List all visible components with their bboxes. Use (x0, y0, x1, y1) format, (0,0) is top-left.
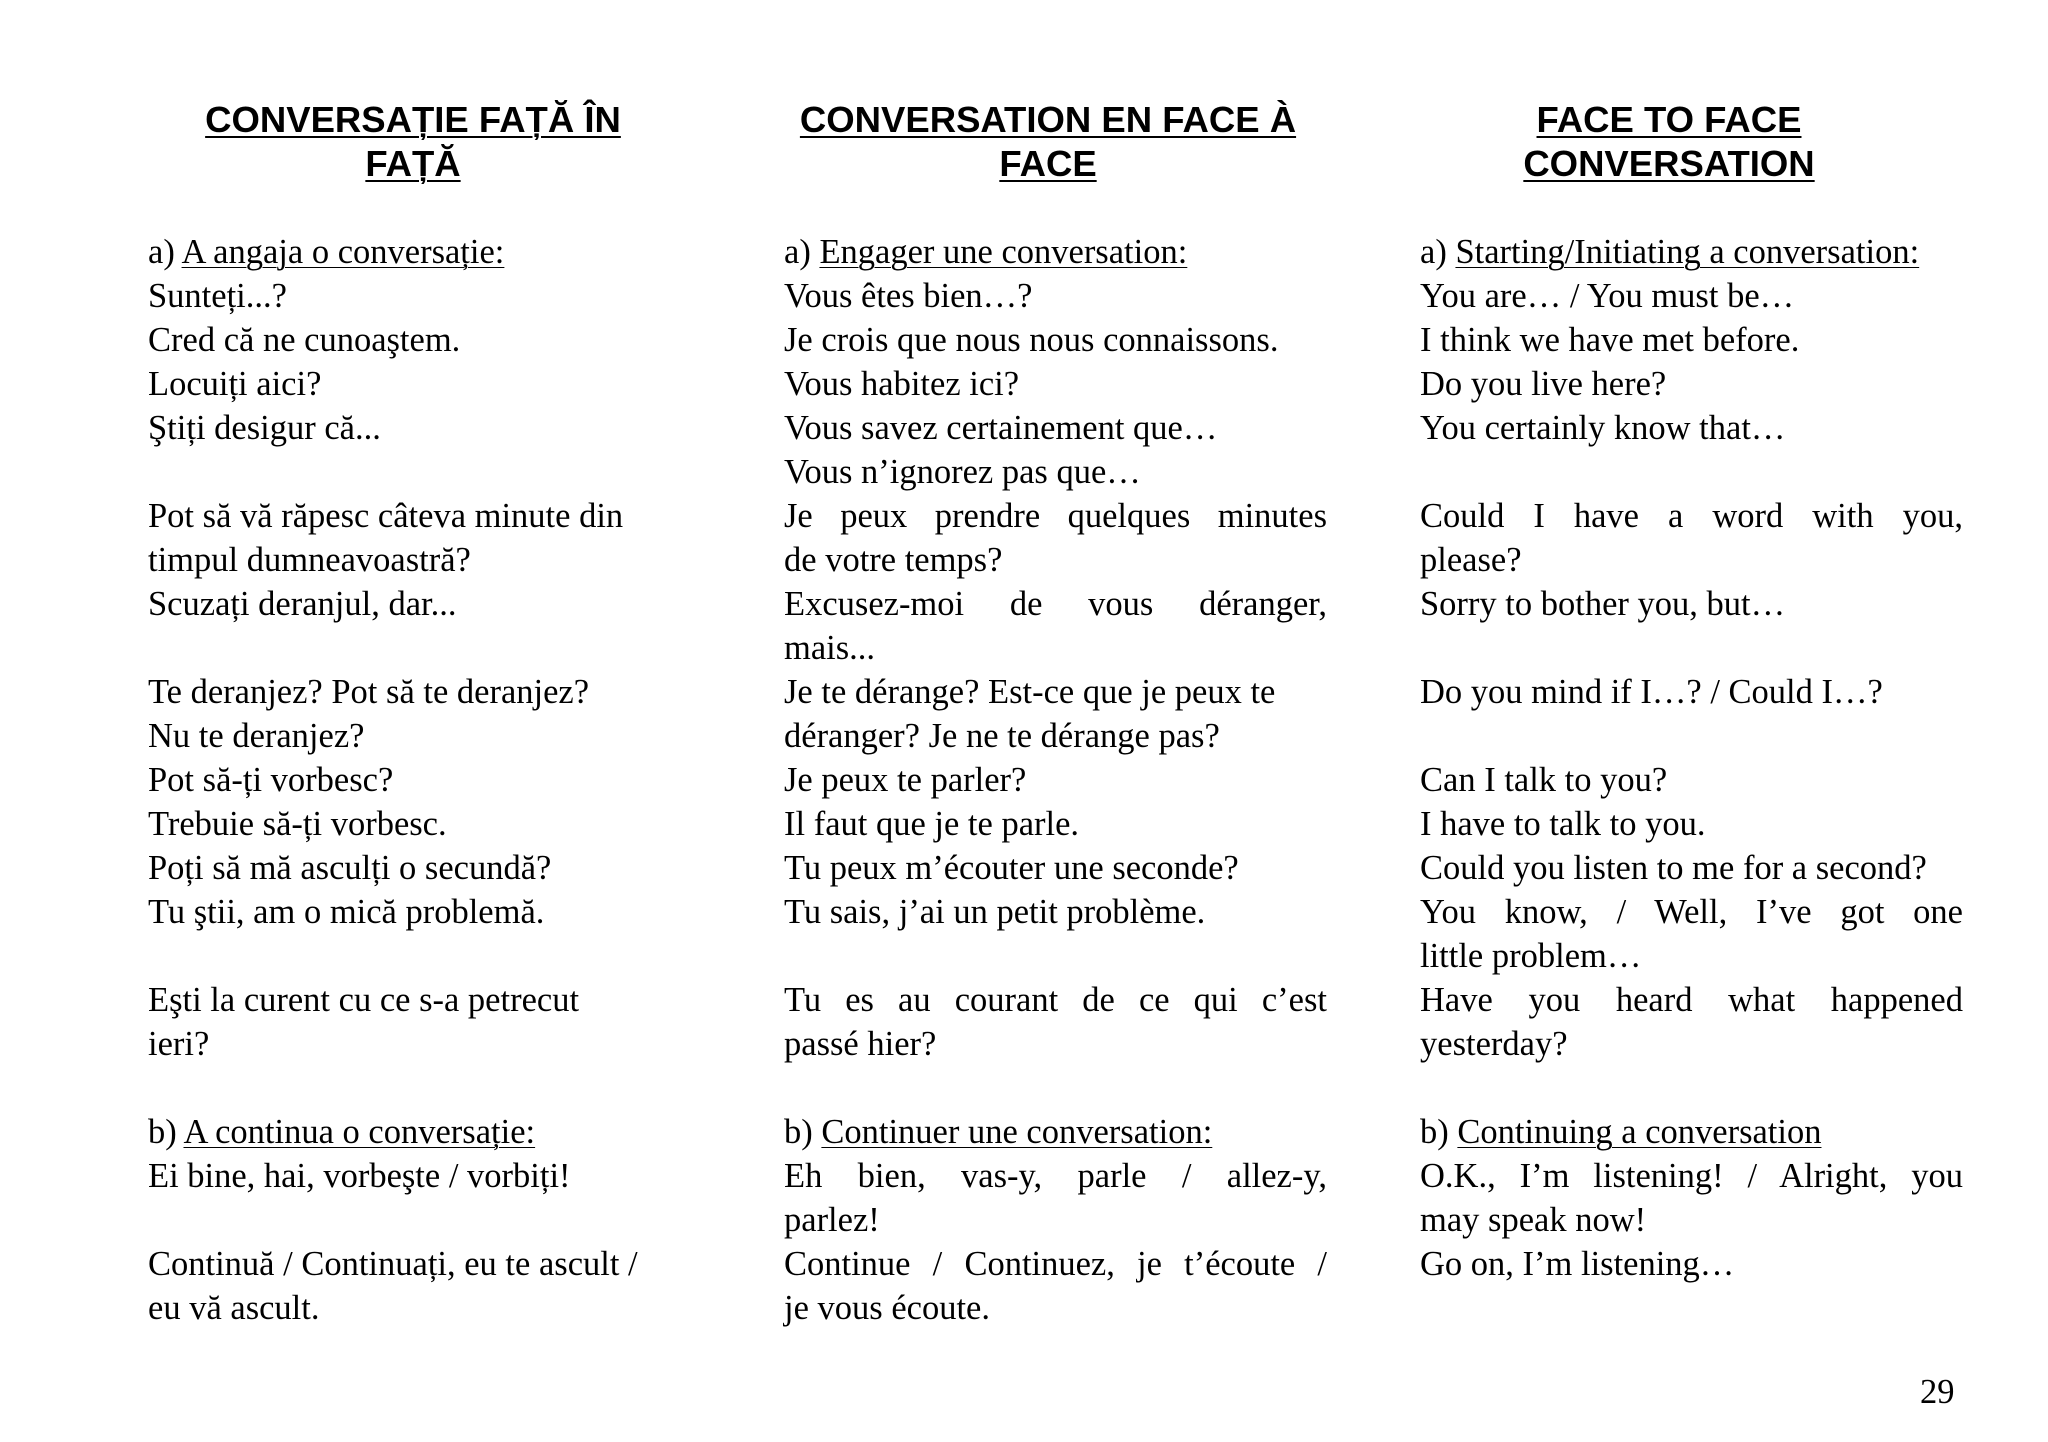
text-line: Eh bien, vas-y, parle / allez-y, (784, 1157, 1327, 1195)
text-line: Il faut que je te parle. (784, 805, 1080, 843)
section-title: Continuer une conversation: (821, 1113, 1213, 1151)
section-title: A angaja o conversație: (181, 233, 505, 271)
section-heading: a) A angaja o conversație: (148, 233, 505, 271)
text-line: Tu peux m’écouter une seconde? (784, 849, 1239, 887)
paragraph-gap (784, 934, 1327, 978)
text-line: eu vă ascult. (148, 1289, 320, 1327)
section-title: Continuing a conversation (1457, 1113, 1822, 1151)
text-line: Je te dérange? Est-ce que je peux te (784, 673, 1276, 711)
text-line: I think we have met before. (1420, 321, 1800, 359)
text-line: Pot să-ți vorbesc? (148, 761, 394, 799)
text-line: Do you live here? (1420, 365, 1667, 403)
section-heading: a) Starting/Initiating a conversation: (1420, 233, 1920, 271)
paragraph-gap (148, 1198, 688, 1242)
text-line: ieri? (148, 1025, 210, 1063)
text-line: little problem… (1420, 937, 1642, 975)
column-title (784, 98, 1327, 186)
column-body (148, 230, 688, 1330)
text-line: Tu sais, j’ai un petit problème. (784, 893, 1206, 931)
text-line: Cred că ne cunoaştem. (148, 321, 461, 359)
column-french (784, 98, 1327, 1330)
column-english (1420, 98, 1963, 1286)
text-line: Could I have a word with you, (1420, 497, 1963, 535)
text-line: Je peux te parler? (784, 761, 1027, 799)
text-line: You know, / Well, I’ve got one (1420, 893, 1963, 931)
text-line: passé hier? (784, 1025, 937, 1063)
section-title: Engager une conversation: (819, 233, 1188, 271)
paragraph-gap (1420, 450, 1963, 494)
text-line: Continue / Continuez, je t’écoute / (784, 1245, 1327, 1283)
paragraph-gap (1420, 1066, 1963, 1110)
text-line: Poți să mă asculți o secundă? (148, 849, 552, 887)
title-line: FACE TO FACE (1536, 99, 1802, 140)
text-line: You are… / You must be… (1420, 277, 1795, 315)
title-line: CONVERSAȚIE FAȚĂ ÎN (205, 99, 621, 140)
column-title (1420, 98, 1963, 186)
title-line: FAȚĂ (365, 143, 461, 184)
text-line: Can I talk to you? (1420, 761, 1668, 799)
text-line: Scuzați deranjul, dar... (148, 585, 457, 623)
text-line: Vous êtes bien…? (784, 277, 1033, 315)
section-heading: b) A continua o conversație: (148, 1113, 536, 1151)
paragraph-gap (1420, 626, 1963, 670)
text-line: Tu es au courant de ce qui c’est (784, 981, 1327, 1019)
text-line: mais... (784, 629, 876, 667)
text-line: Nu te deranjez? (148, 717, 365, 755)
text-line: parlez! (784, 1201, 880, 1239)
column-romanian (148, 98, 688, 1330)
text-line: timpul dumneavoastră? (148, 541, 471, 579)
text-line: Vous savez certainement que… (784, 409, 1218, 447)
section-title: A continua o conversație: (183, 1113, 536, 1151)
text-line: please? (1420, 541, 1522, 579)
paragraph-gap (1420, 714, 1963, 758)
text-line: Vous n’ignorez pas que… (784, 453, 1141, 491)
text-line: Vous habitez ici? (784, 365, 1020, 403)
text-line: Continuă / Continuați, eu te ascult / (148, 1245, 638, 1283)
column-title (148, 98, 688, 186)
text-line: O.K., I’m listening! / Alright, you (1420, 1157, 1963, 1195)
title-line: CONVERSATION (1523, 143, 1815, 184)
text-line: Tu ştii, am o mică problemă. (148, 893, 545, 931)
text-line: Eşti la curent cu ce s-a petrecut (148, 981, 580, 1019)
text-line: Have you heard what happened (1420, 981, 1963, 1019)
text-line: Do you mind if I…? / Could I…? (1420, 673, 1883, 711)
paragraph-gap (784, 1066, 1327, 1110)
text-line: déranger? Je ne te dérange pas? (784, 717, 1220, 755)
section-heading: b) Continuing a conversation (1420, 1113, 1822, 1151)
text-line: I have to talk to you. (1420, 805, 1706, 843)
paragraph-gap (148, 626, 688, 670)
text-line: may speak now! (1420, 1201, 1647, 1239)
text-line: Je peux prendre quelques minutes (784, 497, 1327, 535)
section-heading: b) Continuer une conversation: (784, 1113, 1213, 1151)
text-line: Locuiți aici? (148, 365, 322, 403)
column-body (1420, 230, 1963, 1286)
text-line: Excusez-moi de vous déranger, (784, 585, 1327, 623)
text-line: Sunteți...? (148, 277, 287, 315)
text-line: Je crois que nous nous connaissons. (784, 321, 1279, 359)
text-line: Te deranjez? Pot să te deranjez? (148, 673, 590, 711)
text-line: Ştiți desigur că... (148, 409, 381, 447)
section-heading: a) Engager une conversation: (784, 233, 1188, 271)
text-line: Sorry to bother you, but… (1420, 585, 1786, 623)
paragraph-gap (148, 934, 688, 978)
text-line: You certainly know that… (1420, 409, 1786, 447)
title-line: FACE (999, 143, 1097, 184)
text-line: Trebuie să-ți vorbesc. (148, 805, 447, 843)
text-line: Ei bine, hai, vorbeşte / vorbiți! (148, 1157, 571, 1195)
text-line: yesterday? (1420, 1025, 1568, 1063)
text-line: de votre temps? (784, 541, 1003, 579)
paragraph-gap (148, 1066, 688, 1110)
page-number: 29 (1920, 1373, 1955, 1411)
text-line: Go on, I’m listening… (1420, 1245, 1735, 1283)
title-line: CONVERSATION EN FACE À (799, 99, 1297, 140)
text-line: Could you listen to me for a second? (1420, 849, 1927, 887)
section-title: Starting/Initiating a conversation: (1455, 233, 1920, 271)
text-line: je vous écoute. (784, 1289, 990, 1327)
paragraph-gap (148, 450, 688, 494)
column-body (784, 230, 1327, 1330)
text-line: Pot să vă răpesc câteva minute din (148, 497, 624, 535)
